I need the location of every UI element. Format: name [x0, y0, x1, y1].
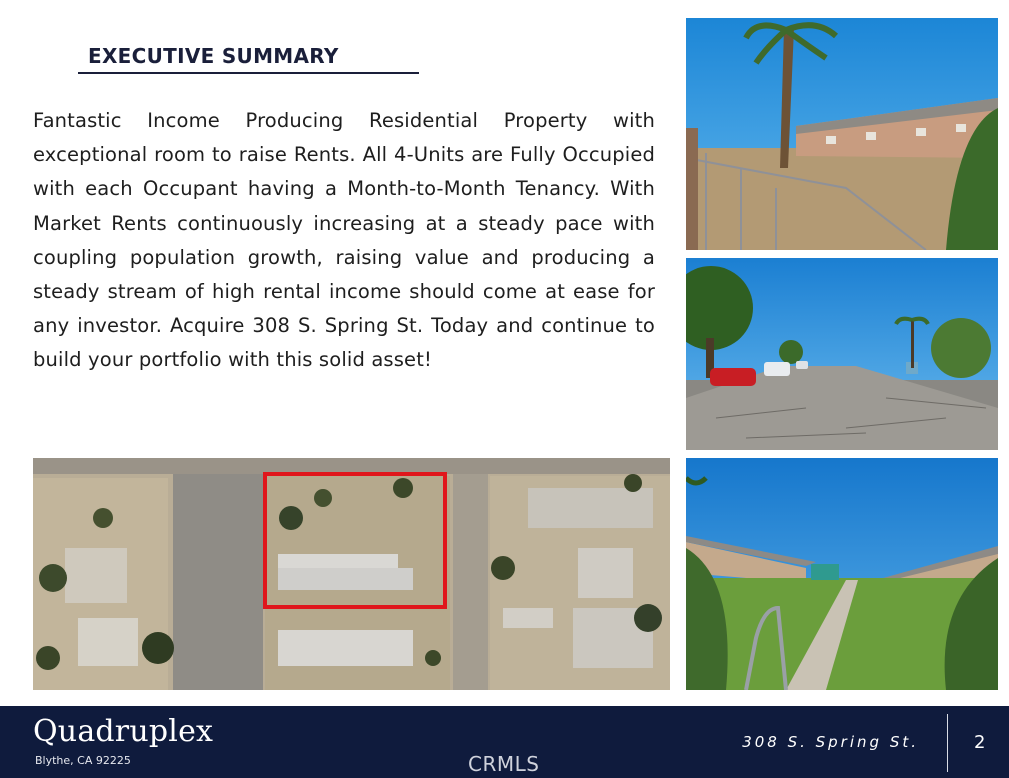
summary-paragraph: Fantastic Income Producing Residential Property with exceptional room to raise Rents. All 4-Units are Fully Occupied with each Occupant having a Month-to-Month Tenancy. With Market Rents continuously increasing at a steady pace with coupling population growth, raising value and producing a steady stream of high rental income should come at ease for any investor. Acquire 308 S. Spring St. Today and continue to build your portfolio with this solid asset! [33, 109, 655, 372]
property-yard-photo [686, 18, 998, 250]
brand-location: Blythe, CA 92225 [35, 754, 131, 767]
crmls-watermark: CRMLS [468, 752, 540, 776]
walkway-photo [686, 458, 998, 690]
section-title: EXECUTIVE SUMMARY [88, 44, 339, 68]
brand-title: Quadruplex [33, 714, 214, 749]
street-photo [686, 258, 998, 450]
page-number: 2 [974, 732, 986, 753]
title-underline [78, 72, 419, 74]
footer-divider [947, 714, 948, 772]
property-address: 308 S. Spring St. [742, 733, 919, 751]
aerial-photo [33, 458, 670, 690]
